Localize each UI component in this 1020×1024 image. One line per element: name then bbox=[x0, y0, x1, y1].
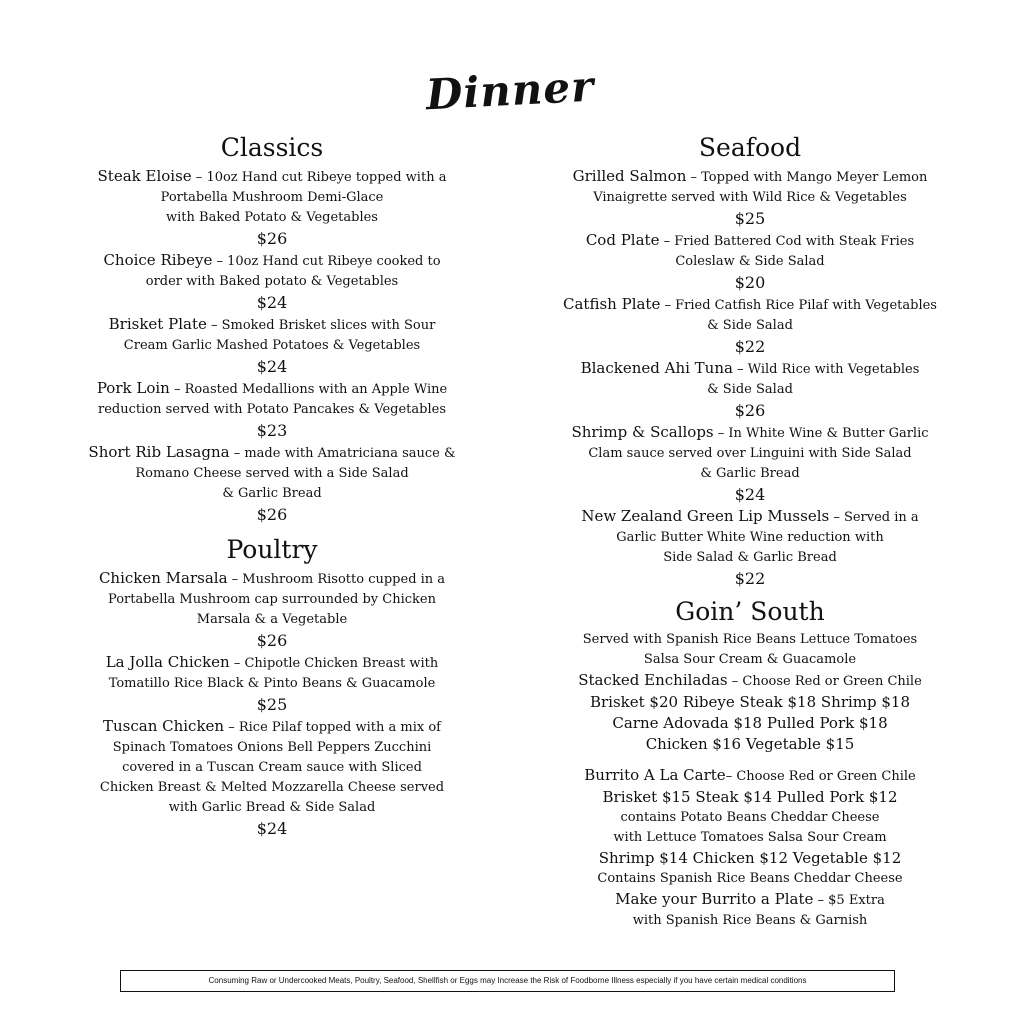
item-desc: Side Salad & Garlic Bread bbox=[663, 550, 837, 565]
item-name: Shrimp & Scallops bbox=[571, 423, 714, 441]
item-desc: Coleslaw & Side Salad bbox=[675, 254, 825, 269]
item-desc: & Garlic Bread bbox=[222, 486, 322, 501]
item-desc: Choose Red or Green Chile bbox=[742, 674, 922, 689]
item-desc: Rice Pilaf topped with a mix of bbox=[238, 720, 441, 735]
price-row: Carne Adovada $18 Pulled Pork $18 bbox=[612, 714, 888, 732]
item-desc: Vinaigrette served with Wild Rice & Vegetables bbox=[593, 190, 907, 205]
item-name: Choice Ribeye bbox=[103, 251, 213, 269]
menu-item-steak-eloise: Steak Eloise – 10oz Hand cut Ribeye topped with a Portabella Mushroom Demi-Glace with Baked Potato & Vegetables $26 bbox=[22, 166, 522, 250]
item-desc: Garlic Butter White Wine reduction with bbox=[616, 530, 884, 545]
menu-item-catfish-plate: Catfish Plate – Fried Catfish Rice Pilaf with Vegetables & Side Salad $22 bbox=[508, 294, 992, 358]
menu-item-shrimp-scallops: Shrimp & Scallops – In White Wine & Butter Garlic Clam sauce served over Linguini with Side Salad & Garlic Bread $24 bbox=[508, 422, 992, 506]
section-title-classics: Classics bbox=[220, 133, 324, 162]
item-desc: Mushroom Risotto cupped in a bbox=[242, 572, 446, 587]
menu-item-pork-loin: Pork Loin – Roasted Medallions with an Apple Wine reduction served with Potato Pancakes & Vegetables $23 bbox=[22, 378, 522, 442]
item-name: Pork Loin bbox=[96, 379, 170, 397]
item-price: $24 bbox=[256, 819, 288, 838]
item-desc: Romano Cheese served with a Side Salad bbox=[135, 466, 409, 481]
item-price: $26 bbox=[256, 631, 288, 650]
item-name: Catfish Plate bbox=[563, 295, 661, 313]
item-desc: contains Potato Beans Cheddar Cheese bbox=[620, 810, 880, 825]
item-price: $26 bbox=[256, 229, 288, 248]
section-title-poultry: Poultry bbox=[226, 535, 318, 564]
item-desc: Roasted Medallions with an Apple Wine bbox=[184, 382, 448, 397]
menu-item-brisket-plate: Brisket Plate – Smoked Brisket slices with Sour Cream Garlic Mashed Potatoes & Vegetables $24 bbox=[22, 314, 522, 378]
item-desc: Topped with Mango Meyer Lemon bbox=[701, 170, 928, 185]
item-desc: Chipotle Chicken Breast with bbox=[244, 656, 439, 671]
item-desc: Clam sauce served over Linguini with Side Salad bbox=[588, 446, 912, 461]
menu-item-short-rib-lasagna: Short Rib Lasagna – made with Amatriciana sauce & Romano Cheese served with a Side Salad & Garlic Bread $26 bbox=[22, 442, 522, 526]
item-desc: Fried Battered Cod with Steak Fries bbox=[674, 234, 915, 249]
item-name: Short Rib Lasagna bbox=[88, 443, 230, 461]
section-title-goin-south: Goin’ South bbox=[675, 597, 825, 626]
item-price: $22 bbox=[734, 337, 766, 356]
item-desc: with Garlic Bread & Side Salad bbox=[168, 800, 376, 815]
item-desc: Fried Catfish Rice Pilaf with Vegetables bbox=[675, 298, 937, 313]
item-name: New Zealand Green Lip Mussels bbox=[581, 507, 830, 525]
item-desc: Marsala & a Vegetable bbox=[196, 612, 348, 627]
food-safety-disclaimer: Consuming Raw or Undercooked Meats, Poultry, Seafood, Shellfish or Eggs may Increase the Risk of Foodborne Illness especially if you have certain medical conditions bbox=[120, 970, 895, 992]
price-row: Shrimp $14 Chicken $12 Vegetable $12 bbox=[598, 849, 902, 867]
item-name: Steak Eloise bbox=[97, 167, 192, 185]
menu-item-blackened-ahi-tuna: Blackened Ahi Tuna – Wild Rice with Vegetables & Side Salad $26 bbox=[508, 358, 992, 422]
item-desc: Portabella Mushroom cap surrounded by Chicken bbox=[107, 592, 436, 607]
section-title-seafood: Seafood bbox=[698, 133, 802, 162]
left-column bbox=[22, 132, 522, 840]
item-desc: Choose Red or Green Chile bbox=[736, 769, 916, 784]
item-desc: Portabella Mushroom Demi-Glace bbox=[160, 190, 384, 205]
item-price: $25 bbox=[256, 695, 288, 714]
item-desc: In White Wine & Butter Garlic bbox=[728, 426, 929, 441]
item-desc: 10oz Hand cut Ribeye cooked to bbox=[227, 254, 441, 269]
menu-item-stacked-enchiladas: Stacked Enchiladas – Choose Red or Green Chile Brisket $20 Ribeye Steak $18 Shrimp $18 Carne Adovada $18 Pulled Pork $18 Chicken $16 Vegetable $15 bbox=[508, 670, 992, 755]
item-desc: Cream Garlic Mashed Potatoes & Vegetables bbox=[123, 338, 421, 353]
menu-item-burrito-a-la-carte: Burrito A La Carte– Choose Red or Green Chile Brisket $15 Steak $14 Pulled Pork $12 contains Potato Beans Cheddar Cheese with Lettuce Tomatoes Salsa Sour Cream Shrimp $14 Chicken $12 Vegetable $12 Contains Spanish Rice Beans Cheddar Cheese bbox=[508, 765, 992, 889]
item-desc: covered in a Tuscan Cream sauce with Sliced bbox=[122, 760, 422, 775]
item-desc: with Spanish Rice Beans & Garnish bbox=[632, 913, 868, 928]
item-desc: order with Baked potato & Vegetables bbox=[145, 274, 399, 289]
menu-item-chicken-marsala: Chicken Marsala – Mushroom Risotto cupped in a Portabella Mushroom cap surrounded by Chicken Marsala & a Vegetable $26 bbox=[22, 568, 522, 652]
item-desc: reduction served with Potato Pancakes & Vegetables bbox=[97, 402, 446, 417]
page-title: Dinner bbox=[424, 61, 596, 120]
item-desc: 10oz Hand cut Ribeye topped with a bbox=[206, 170, 447, 185]
item-name: La Jolla Chicken bbox=[105, 653, 230, 671]
item-name: Burrito A La Carte bbox=[584, 766, 726, 784]
item-price: $24 bbox=[256, 293, 288, 312]
section-intro: Served with Spanish Rice Beans Lettuce Tomatoes bbox=[582, 632, 918, 647]
menu-item-cod-plate: Cod Plate – Fried Battered Cod with Steak Fries Coleslaw & Side Salad $20 bbox=[508, 230, 992, 294]
item-name: Brisket Plate bbox=[108, 315, 207, 333]
item-desc: Wild Rice with Vegetables bbox=[747, 362, 920, 377]
item-desc: Tomatillo Rice Black & Pinto Beans & Guacamole bbox=[108, 676, 436, 691]
item-desc: with Baked Potato & Vegetables bbox=[166, 210, 378, 225]
item-desc: Served in a bbox=[843, 510, 919, 525]
item-price: $24 bbox=[734, 485, 766, 504]
section-intro: Salsa Sour Cream & Guacamole bbox=[643, 652, 857, 667]
item-price: $23 bbox=[256, 421, 288, 440]
item-name: Cod Plate bbox=[585, 231, 660, 249]
menu-item-grilled-salmon: Grilled Salmon – Topped with Mango Meyer Lemon Vinaigrette served with Wild Rice & Vegetables $25 bbox=[508, 166, 992, 230]
item-desc: with Lettuce Tomatoes Salsa Sour Cream bbox=[613, 830, 887, 845]
right-column bbox=[508, 132, 992, 931]
menu-item-green-lip-mussels: New Zealand Green Lip Mussels – Served in a Garlic Butter White Wine reduction with Side Salad & Garlic Bread $22 bbox=[508, 506, 992, 590]
item-desc: & Garlic Bread bbox=[700, 466, 800, 481]
item-price: $22 bbox=[734, 569, 766, 588]
item-desc: Spinach Tomatoes Onions Bell Peppers Zucchini bbox=[112, 740, 432, 755]
item-price: $26 bbox=[256, 505, 288, 524]
item-name: Tuscan Chicken bbox=[102, 717, 225, 735]
item-name: Stacked Enchiladas bbox=[578, 671, 728, 689]
menu-item-burrito-plate: Make your Burrito a Plate – $5 Extra with Spanish Rice Beans & Garnish bbox=[508, 889, 992, 931]
item-desc: Smoked Brisket slices with Sour bbox=[221, 318, 436, 333]
menu-item-la-jolla-chicken: La Jolla Chicken – Chipotle Chicken Breast with Tomatillo Rice Black & Pinto Beans & Guacamole $25 bbox=[22, 652, 522, 716]
item-price: $26 bbox=[734, 401, 766, 420]
item-name: Make your Burrito a Plate bbox=[615, 890, 814, 908]
item-price: $5 Extra bbox=[828, 893, 885, 908]
price-row: Brisket $20 Ribeye Steak $18 Shrimp $18 bbox=[589, 693, 911, 711]
item-price: $25 bbox=[734, 209, 766, 228]
item-desc: & Side Salad bbox=[707, 382, 793, 397]
menu-item-tuscan-chicken: Tuscan Chicken – Rice Pilaf topped with a mix of Spinach Tomatoes Onions Bell Peppers Zucchini covered in a Tuscan Cream sauce with Sliced Chicken Breast & Melted Mozzarella Cheese served with Garlic Bread & Side Salad $24 bbox=[22, 716, 522, 840]
item-price: $20 bbox=[734, 273, 766, 292]
item-desc: Chicken Breast & Melted Mozzarella Cheese served bbox=[99, 780, 445, 795]
item-desc: made with Amatriciana sauce & bbox=[244, 446, 456, 461]
item-desc: & Side Salad bbox=[707, 318, 793, 333]
item-desc: Contains Spanish Rice Beans Cheddar Cheese bbox=[597, 871, 903, 886]
item-name: Grilled Salmon bbox=[572, 167, 687, 185]
item-name: Blackened Ahi Tuna bbox=[580, 359, 733, 377]
item-price: $24 bbox=[256, 357, 288, 376]
item-name: Chicken Marsala bbox=[98, 569, 228, 587]
price-row: Brisket $15 Steak $14 Pulled Pork $12 bbox=[602, 788, 898, 806]
menu-item-choice-ribeye: Choice Ribeye – 10oz Hand cut Ribeye cooked to order with Baked potato & Vegetables $24 bbox=[22, 250, 522, 314]
price-row: Chicken $16 Vegetable $15 bbox=[645, 735, 855, 753]
